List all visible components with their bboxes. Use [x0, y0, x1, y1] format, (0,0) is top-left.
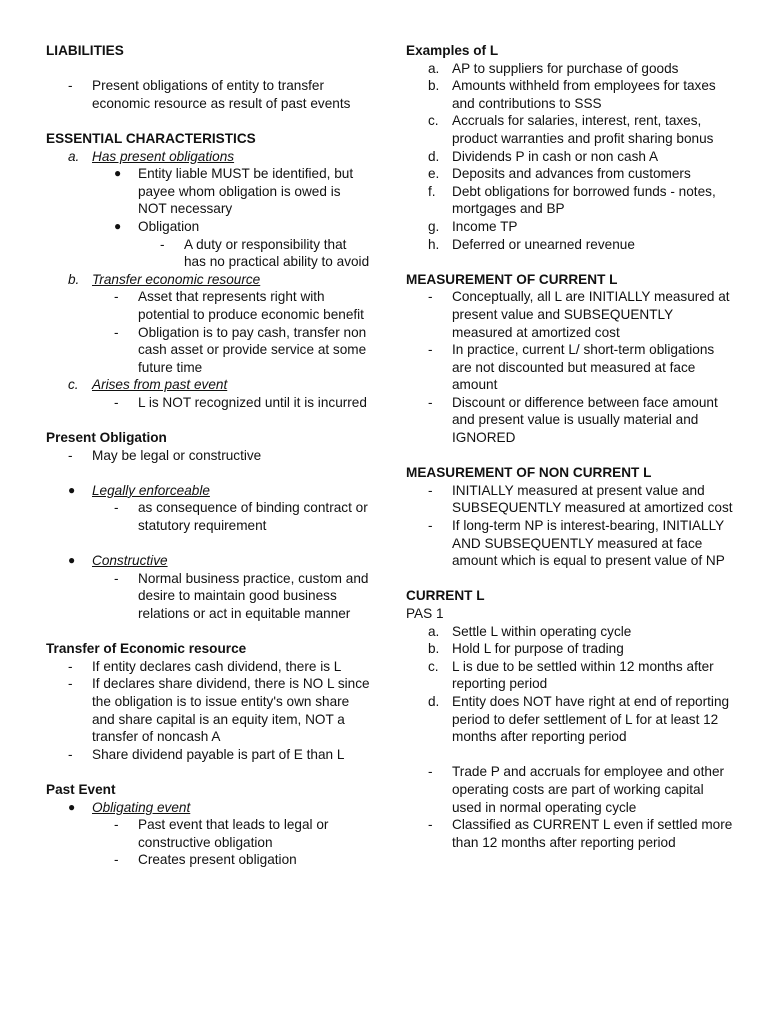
past-event-item-2: - Creates present obligation	[114, 852, 297, 868]
essential-characteristics-heading: ESSENTIAL CHARACTERISTICS	[46, 130, 256, 146]
dash-marker: -	[68, 78, 73, 94]
dash-marker: -	[428, 518, 433, 534]
essential-b-item-1: - Asset that represents right with potential to produce economic benefit	[114, 289, 364, 322]
examples-heading: Examples of L	[406, 43, 499, 58]
measurement-current-item-1: - Conceptually, all L are INITIALLY measured at present value and SUBSEQUENTLY measured at amortized cost	[428, 289, 730, 340]
dash-marker: -	[114, 324, 119, 340]
bullet-marker: ●	[114, 166, 122, 181]
list-item: a. Settle L within operating cycle	[428, 623, 632, 639]
list-item: c. Accruals for salaries, interest, rent, taxes, product warranties and profit sharing bonus	[428, 113, 714, 146]
list-item: a. AP to suppliers for purchase of goods	[428, 60, 679, 76]
dash-marker: -	[68, 658, 73, 674]
list-item: e. Deposits and advances from customers	[428, 166, 691, 182]
constructive-item: - Normal business practice, custom and desire to maintain good business relations or act in equitable manner	[114, 570, 369, 621]
current-l-note-2: - Classified as CURRENT L even if settled more than 12 months after reporting period	[428, 817, 733, 850]
measurement-current-item-2: - In practice, current L/ short-term obligations are not discounted but measured at face amount	[428, 342, 715, 393]
essential-a-bullet-2: ● Obligation	[114, 218, 200, 234]
dash-marker: -	[68, 447, 73, 463]
letter-marker: c.	[68, 377, 79, 393]
list-item: f. Debt obligations for borrowed funds - notes, mortgages and BP	[428, 183, 716, 217]
transfer-item-2: - If declares share dividend, there is NO L since the obligation is to issue entity's own share and share capital is an equity item, NOT a transfer of noncash A	[68, 676, 370, 745]
list-item: h. Deferred or unearned revenue	[428, 236, 635, 252]
dash-marker: -	[428, 394, 433, 410]
dash-marker: -	[68, 676, 73, 692]
past-event-heading: Past Event	[46, 781, 116, 797]
left-column	[46, 42, 371, 869]
constructive-bullet: ● Constructive	[68, 553, 168, 569]
past-event-item-1: - Past event that leads to legal or constructive obligation	[114, 817, 329, 850]
list-item: b. Amounts withheld from employees for taxes and contributions to SSS	[428, 78, 716, 111]
list-item: d. Entity does NOT have right at end of reporting period to defer settlement of L for at least 12 months after reporting period	[428, 693, 730, 745]
examples-list	[406, 60, 736, 254]
bullet-marker: ●	[68, 553, 76, 568]
letter-marker: b.	[68, 271, 80, 287]
dash-marker: -	[428, 764, 433, 780]
measurement-noncurrent-heading: MEASUREMENT OF NON CURRENT L	[406, 465, 652, 481]
bullet-marker: ●	[68, 799, 76, 814]
measurement-current-item-3: - Discount or difference between face amount and present value is usually material and IGNORED	[428, 394, 718, 446]
measurement-noncurrent-item-2: - If long-term NP is interest-bearing, INITIALLY AND SUBSEQUENTLY measured at face amount which is equal to present value of NP	[428, 518, 725, 569]
dash-marker: -	[68, 746, 73, 762]
essential-item-c: c. Arises from past event	[68, 377, 228, 393]
current-l-list	[406, 623, 736, 746]
obligating-event-bullet: ● Obligating event	[68, 799, 191, 815]
list-item: b. Hold L for purpose of trading	[428, 641, 624, 657]
bullet-marker: ●	[68, 482, 76, 497]
pas-label: PAS 1	[406, 606, 444, 621]
current-l-heading: CURRENT L	[406, 588, 485, 604]
dash-marker: -	[114, 817, 119, 833]
list-item: g. Income TP	[428, 218, 518, 234]
dash-marker: -	[428, 482, 433, 498]
dash-marker: -	[428, 817, 433, 833]
measurement-current-heading: MEASUREMENT OF CURRENT L	[406, 271, 618, 287]
present-obligation-heading: Present Obligation	[46, 430, 167, 446]
bullet-marker: ●	[114, 218, 122, 233]
essential-a-bullet-1: ● Entity liable MUST be identified, but payee whom obligation is owed is NOT necessary	[114, 166, 354, 217]
current-l-note-1: - Trade P and accruals for employee and other operating costs are part of working capital used in normal operating cycle	[428, 764, 725, 815]
legally-enforceable-bullet: ● Legally enforceable	[68, 482, 210, 498]
present-obligation-item: - May be legal or constructive	[68, 447, 262, 463]
right-column	[406, 42, 736, 851]
essential-b-item-2: - Obligation is to pay cash, transfer non cash asset or provide service at some future time	[114, 324, 367, 375]
list-item: c. L is due to be settled within 12 months after reporting period	[428, 658, 714, 692]
dash-marker: -	[428, 342, 433, 358]
list-item: d. Dividends P in cash or non cash A	[428, 148, 659, 164]
dash-marker: -	[428, 289, 433, 305]
measurement-noncurrent-item-1: - INITIALLY measured at present value and SUBSEQUENTLY measured at amortized cost	[428, 482, 733, 516]
transfer-heading: Transfer of Economic resource	[46, 641, 247, 657]
dash-marker: -	[114, 570, 119, 586]
legally-enforceable-item: - as consequence of binding contract or statutory requirement	[114, 500, 368, 534]
dash-marker: -	[114, 289, 119, 305]
dash-marker: -	[114, 500, 119, 516]
essential-a-sub-item: - A duty or responsibility that has no practical ability to avoid	[160, 236, 370, 270]
dash-marker: -	[114, 394, 119, 410]
dash-marker: -	[160, 236, 165, 252]
liabilities-heading: LIABILITIES	[46, 43, 124, 58]
dash-marker: -	[114, 852, 119, 868]
essential-item-a: a. Has present obligations	[68, 148, 235, 164]
transfer-item-3: - Share dividend payable is part of E than L	[68, 746, 345, 762]
letter-marker: a.	[68, 148, 80, 164]
essential-c-item-1: - L is NOT recognized until it is incurred	[114, 394, 367, 410]
essential-item-b: b. Transfer economic resource	[68, 271, 261, 287]
liabilities-definition: - Present obligations of entity to transfer economic resource as result of past events	[68, 78, 351, 111]
transfer-item-1: - If entity declares cash dividend, there is L	[68, 658, 342, 674]
